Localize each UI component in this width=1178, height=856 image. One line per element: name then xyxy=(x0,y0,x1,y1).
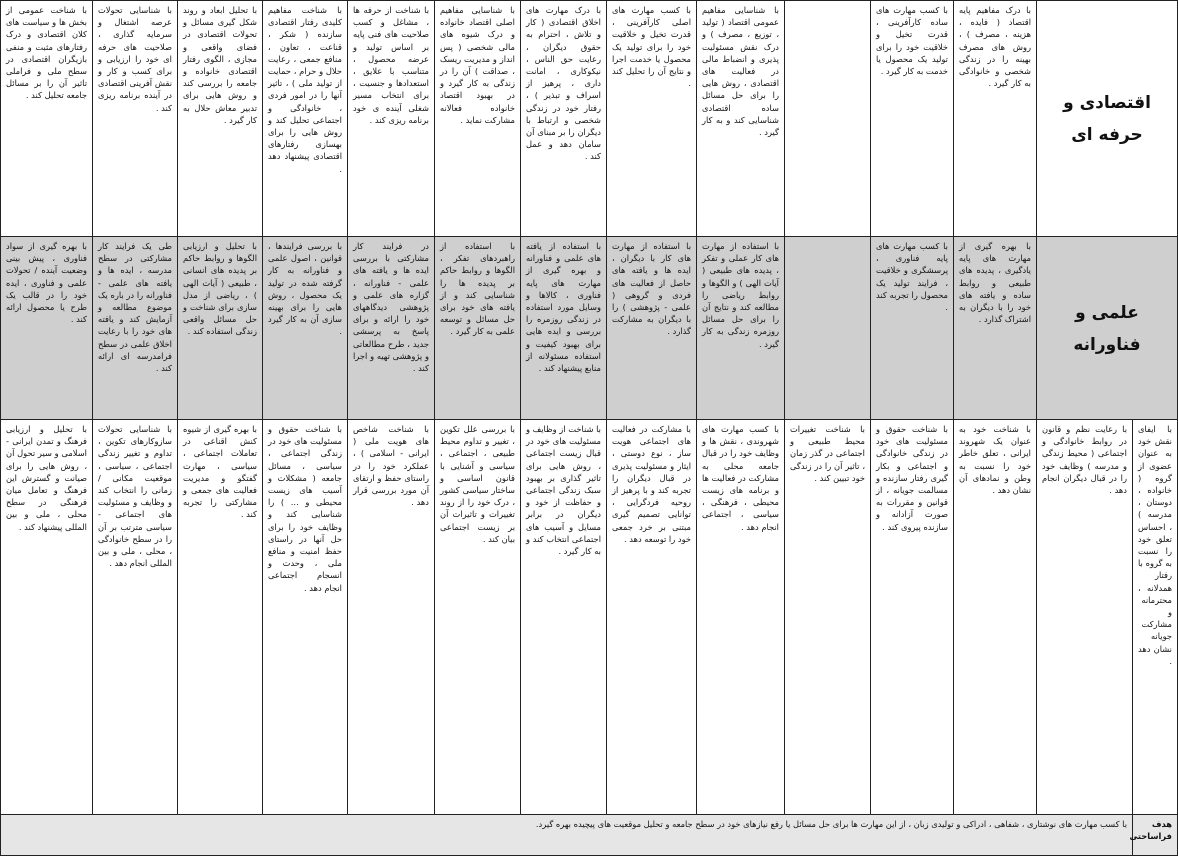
row-social-cell-6: با مشارکت در فعالیت های اجتماعی هویت ساز ، نوع دوستی ، ایثار و مسئولیت پذیری در قبال دیگران را تجربه کند و با پرهیز از روحیه فردگرایی ، توانایی تصمیم گیری مبتنی بر خرد جمعی خود را توسعه دهد . xyxy=(607,420,697,815)
row-scientific-cell-6: با استفاده از راهبردهای تفکر ، الگوها و روابط حاکم بر پدیده ها را شناسایی کند و از یافته های خود برای حل مسائل و توسعه علمی به کار گیرد . xyxy=(435,237,521,420)
row-scientific-cell-0: با بهره گیری از مهارت های پایه یادگیری ، پدیده های طبیعی و روابط ساده و یافته های خود را با دیگران به اشتراک گذارد . xyxy=(954,237,1037,420)
row-economic-cell-8: با شناخت مفاهیم کلیدی رفتار اقتصادی سازنده ( شکر ، قناعت ، تعاون ، منافع جمعی ، رعایت حلال و حرام ، حمایت از تولید ملی ) ، تاثیر آنها را در امور فردی ، خانوادگی و اجتماعی تحلیل کند و روش هایی را برای بهسازی رفتارهای اقتصادی پیشنهاد دهد . xyxy=(263,1,348,237)
row-scientific-cell-5: با استفاده از یافته های علمی و فناورانه و بهره گیری از مهارت های پایه فناوری ، کالاها و وسایل مورد استفاده در زندگی روزمره را بررسی و ایده هایی برای بهبود کیفیت و استفاده مسئولانه از منابع پیشنهاد کند . xyxy=(521,237,607,420)
row-goal xyxy=(1,815,1178,856)
row-social-cell-11: با بهره گیری از شیوه کنش اقناعی در تعاملات اجتماعی ، سیاسی ، مهارت گفتگو و مدیریت فعالیت های جمعی و مشارکتی را تجربه کند . xyxy=(178,420,263,815)
row-economic-cell-0: با درک مفاهیم پایه اقتصاد ( فایده ، هزینه ، مصرف ) ، روش های مصرف بهینه را در زندگی شخصی و خانوادگی به کار گیرد . xyxy=(954,1,1037,237)
row-scientific-cell-1: با کسب مهارت های پایه فناوری ، پرسشگری و خلاقیت ، فرایند تولید یک محصول را تجربه کند . xyxy=(871,237,954,420)
row-social-cell-13: با تحلیل و ارزیابی فرهنگ و تمدن ایرانی - اسلامی و سیر تحول آن ، روش هایی را برای صیانت و گسترش این فرهنگ و تعامل میان فرهنگی در سطح محلی ، ملی و بین المللی پیشنهاد کند . xyxy=(1,420,93,815)
row-economic-title: اقتصادی و حرفه ای xyxy=(1037,1,1178,237)
row-economic-cell-9: با تحلیل ابعاد و روند شکل گیری مسائل و تحولات اقتصادی در فضای واقعی و مجازی ، الگوی رفتار اقتصادی خانواده و جامعه را بررسی کند و روش هایی برای تدبیر معاش حلال به کار گیرد . xyxy=(178,1,263,237)
row-economic-cell-2 xyxy=(785,1,871,237)
row-scientific-cell-9: با تحلیل و ارزیابی الگوها و روابط حاکم بر پدیده های انسانی ، طبیعی ( آیات الهی ) ، ریاضی از مدل سازی برای شناخت و حل مسائل واقعی زندگی استفاده کند . xyxy=(178,237,263,420)
row-social-cell-8: با بررسی علل تکوین ، تغییر و تداوم محیط طبیعی ، اجتماعی ، سیاسی و آشنایی با قانون اساسی و ساختار سیاسی کشور ، درک خود را از روند تغییرات و تاثیرات آن بر زیست اجتماعی بیان کند . xyxy=(435,420,521,815)
row-social-cell-4: با شناخت تغییرات محیط طبیعی و اجتماعی در گذر زمان ، تاثیر آن را در زندگی خود تبیین کند . xyxy=(785,420,871,815)
row-social-cell-7: با شناخت از وظایف و مسئولیت های خود در قبال زیست اجتماعی ، روش هایی برای تاثیر گذاری بر بهبود سبک زندگی اجتماعی و حفاظت از خود و دیگران در برابر مسایل و آسیب های اجتماعی انتخاب کند و به کار گیرد . xyxy=(521,420,607,815)
row-economic-cell-7: با شناخت از حرفه ها ، مشاغل و کسب صلاحیت های فنی پایه بر اساس تولید و عرضه محصول ، متناسب با علایق ، استعدادها و جنسیت ، برای انتخاب مسیر شغلی آینده ی خود برنامه ریزی کند . xyxy=(348,1,435,237)
row-scientific-cell-3: با استفاده از مهارت های کار عملی و تفکر ، پدیده های طبیعی ( آیات الهی ) و الگوها و روابط ریاضی را مطالعه کند و نتایج آن را برای حل مسائل روزمره زندگی به کار گیرد . xyxy=(697,237,785,420)
row-economic-cell-5: با درک مهارت های اخلاق اقتصادی ( کار و تلاش ، احترام به حقوق دیگران ، رعایت حق الناس ، نیکوکاری ، امانت داری ، پرهیز از اسراف و تبذیر ) ، رفتار خود در زندگی شخصی و ارتباط با دیگران را بر مبنای آن سامان دهد و عمل کند . xyxy=(521,1,607,237)
row-social xyxy=(1,420,1178,815)
row-social-cell-12: با شناسایی تحولات سازوکارهای تکوین ، تداوم و تغییر زندگی اجتماعی ، سیاسی ، موقعیت مکانی / زمانی را انتخاب کند و وظایف و مسئولیت های اجتماعی - سیاسی مترتب بر آن را در سطح خانوادگی ، محلی ، ملی و بین المللی انجام دهد . xyxy=(93,420,178,815)
row-scientific-title: علمی و فناورانه xyxy=(1037,237,1178,420)
row-social-cell-1: با رعایت نظم و قانون در روابط خانوادگی و اجتماعی ( محیط زندگی و مدرسه ) وظایف خود را در قبال دیگران انجام دهد . xyxy=(1037,420,1133,815)
row-social-cell-9: با شناخت شاخص های هویت ملی ( ایرانی - اسلامی ) ، عملکرد خود را در راستای حفظ و ارتقای آن مورد بررسی قرار دهد . xyxy=(348,420,435,815)
row-scientific-cell-7: در فرایند کار مشارکتی با بررسی ایده ها و یافته های علمی - فناورانه ، گزاره های علمی و پژوهشی دیدگاههای خود را ارائه و برای پاسخ به پرسشی جدید ، طرح مطالعاتی و پژوهشی تهیه و اجرا کند . xyxy=(348,237,435,420)
row-economic-cell-6: با شناسایی مفاهیم اصلی اقتصاد خانواده و درک شیوه های مالی شخصی ( پس انداز و مدیریت ریسک ، صداقت ) آن را در زندگی به کار گیرد و در بهبود اقتصاد خانواده فعالانه مشارکت نماید . xyxy=(435,1,521,237)
row-scientific xyxy=(1,237,1178,420)
row-social-cell-3: با شناخت حقوق و مسئولیت های خود در زندگی خانوادگی و اجتماعی و بکار گیری رفتار سازنده و مسالمت جویانه ، از قوانین و مقررات به صورت آزادانه و سازنده پیروی کند . xyxy=(871,420,954,815)
goal-title: هدف فراساحتی xyxy=(1133,815,1178,856)
row-scientific-cell-8: با بررسی فرایندها ، قوانین ، اصول علمی و فناورانه به کار گرفته شده در تولید یک محصول ، روش هایی را برای بهینه سازی آن به کار گیرد . xyxy=(263,237,348,420)
goal-text: با کسب مهارت های نوشتاری ، شفاهی ، ادراکی و تولیدی زبان ، از این مهارت ها برای حل مسائل یا رفع نیازهای خود در سطح جامعه و تحلیل موقعیت های پیچیده بهره گیرد. xyxy=(1,815,1133,856)
row-economic-cell-11: با شناخت عمومی از بخش ها و سیاست های کلان اقتصادی و درک رفتارهای مثبت و منفی بازیگران اقتصادی در سطح ملی و فراملی تاثیر آن را بر مسائل جامعه تحلیل کند . xyxy=(1,1,93,237)
row-social-cell-5: با کسب مهارت های شهروندی ، نقش ها و وظایف خود را در قبال جامعه محلی به مشارکت در فعالیت ها و برنامه های زیست محیطی ، فرهنگی ، سیاسی ، اجتماعی انجام دهد . xyxy=(697,420,785,815)
row-economic xyxy=(1,1,1178,237)
row-economic-cell-10: با شناسایی تحولات عرصه اشتغال و سرمایه گذاری ، صلاحیت های حرفه ای خود را ارزیابی و برای کسب و کار و نقش آفرینی اقتصادی در آینده برنامه ریزی کند . xyxy=(93,1,178,237)
row-scientific-cell-4: با استفاده از مهارت های کار با دیگران ، ایده ها و یافته های حاصل از فعالیت های فردی و گروهی ( علمی - پژوهشی ) را با دیگران به مشارکت گذارد . xyxy=(607,237,697,420)
row-economic-cell-3: با شناسایی مفاهیم عمومی اقتصاد ( تولید ، توزیع ، مصرف ) و درک نقش مسئولیت پذیری و انضباط مالی در فعالیت های اقتصادی ، روش هایی را برای حل مسائل ساده اقتصادی شناسایی کند و به کار گیرد . xyxy=(697,1,785,237)
row-scientific-cell-11: با بهره گیری از سواد فناوری ، پیش بینی وضعیت آینده / تحولات علمی و فناوری ، ایده خود را در قالب یک طرح یا محصول ارائه کند . xyxy=(1,237,93,420)
row-social-cell-2: با شناخت خود به عنوان یک شهروند ایرانی ، تعلق خاطر خود را نسبت به وطن و نمادهای آن نشان دهد . xyxy=(954,420,1037,815)
row-economic-cell-1: با کسب مهارت های ساده کارآفرینی ، قدرت تخیل و خلاقیت خود را برای تولید یک محصول یا خدمت به کار گیرد . xyxy=(871,1,954,237)
row-scientific-cell-10: طی یک فرایند کار مشارکتی در سطح مدرسه ، ایده ها و یافته های علمی - فناورانه را در باره یک موضوع مطالعه و آزمایش کند و یافته های خود را با رعایت اخلاق علمی در سطح فرامدرسه ای ارائه کند . xyxy=(93,237,178,420)
row-social-cell-10: با شناخت حقوق و مسئولیت های خود در زندگی اجتماعی ، سیاسی ، مسائل جامعه ( مشکلات و آسیب های زیست محیطی و ... ) را شناسایی کند و وظایف خود را برای حل آنها در راستای حفظ امنیت و منافع ملی ، وحدت و انسجام اجتماعی انجام دهد . xyxy=(263,420,348,815)
row-scientific-cell-2 xyxy=(785,237,871,420)
row-social-cell-0: با ایفای نقش خود به عنوان عضوی از گروه ( خانواده ، دوستان ، مدرسه ) ، احساس تعلق خود را نسبت به گروه با رفتار همدلانه ، محترمانه و مشارکت جویانه نشان دهد . xyxy=(1133,420,1178,815)
row-economic-cell-4: با کسب مهارت های اصلی کارآفرینی ، قدرت تخیل و خلاقیت خود را برای تولید یک محصول یا خدمت اجرا و نتایج آن را تحلیل کند . xyxy=(607,1,697,237)
